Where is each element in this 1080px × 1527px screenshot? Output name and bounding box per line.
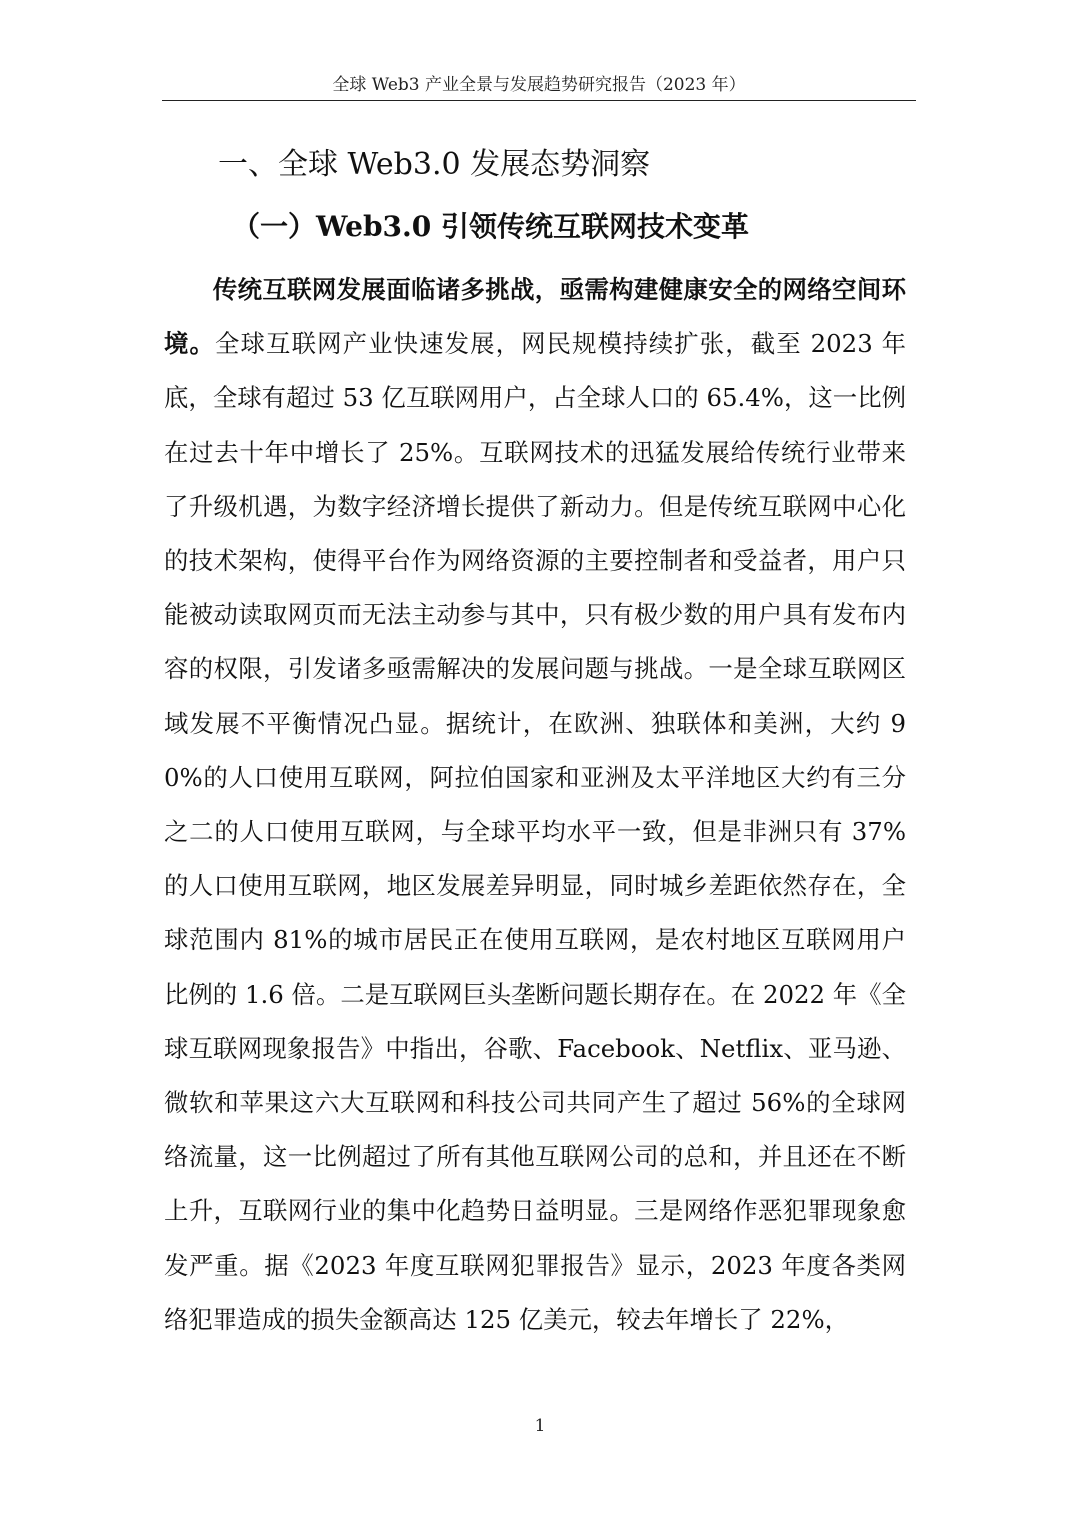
- subsection-heading: （一）Web3.0 引领传统互联网技术变革: [232, 210, 750, 243]
- paragraph-body-text: 全球互联网产业快速发展，网民规模持续扩张，截至 2023 年底，全球有超过 53 亿互联网用户，占全球人口的 65.4%，这一比例在过去十年中增长了 25%。互联网技术的迅猛发展给传统行业带来了升级机遇，为数字经济增长提供了新动力。但是传统互联网中心化的技术架构，使得平台作为网络资源的主要控制者和受益者，用户只能被动读取网页而无法主动参与其中，只有极少数的用户具有发布内容的权限，引发诸多亟需解决的发展问题与挑战。一是全球互联网区域发展不平衡情况凸显。据统计，在欧洲、独联体和美洲，大约 90%的人口使用互联网，阿拉伯国家和亚洲及太平洋地区大约有三分之二的人口使用互联网，与全球平均水平一致，但是非洲只有 37%的人口使用互联网，地区发展差异明显，同时城乡差距依然存在，全球范围内 81%的城市居民正在使用互联网，是农村地区互联网用户比例的 1.6 倍。二是互联网巨头垄断问题长期存在。在 2022 年《全球互联网现象报告》中指出，谷歌、Facebook、Netflix、亚马逊、微软和苹果这六大互联网和科技公司共同产生了超过 56%的全球网络流量，这一比例超过了所有其他互联网公司的总和，并且还在不断上升，互联网行业的集中化趋势日益明显。三是网络作恶犯罪现象愈发严重。据《2023 年度互联网犯罪报告》显示，2023 年度各类网络犯罪造成的损失金额高达 125 亿美元，较去年增长了 22%，: [164, 329, 906, 1334]
- header-divider: [162, 100, 916, 101]
- body-paragraph: [164, 263, 906, 1347]
- page-number: 1: [534, 1416, 546, 1436]
- running-header: 全球 Web3 产业全景与发展趋势研究报告（2023 年）: [332, 75, 746, 95]
- paragraph-lead-sentence: 传统互联网发展面临诸多挑战，亟需构建健康安全的网络空间环境。: [164, 275, 906, 359]
- section-heading: 一、全球 Web3.0 发展态势洞察: [218, 147, 651, 182]
